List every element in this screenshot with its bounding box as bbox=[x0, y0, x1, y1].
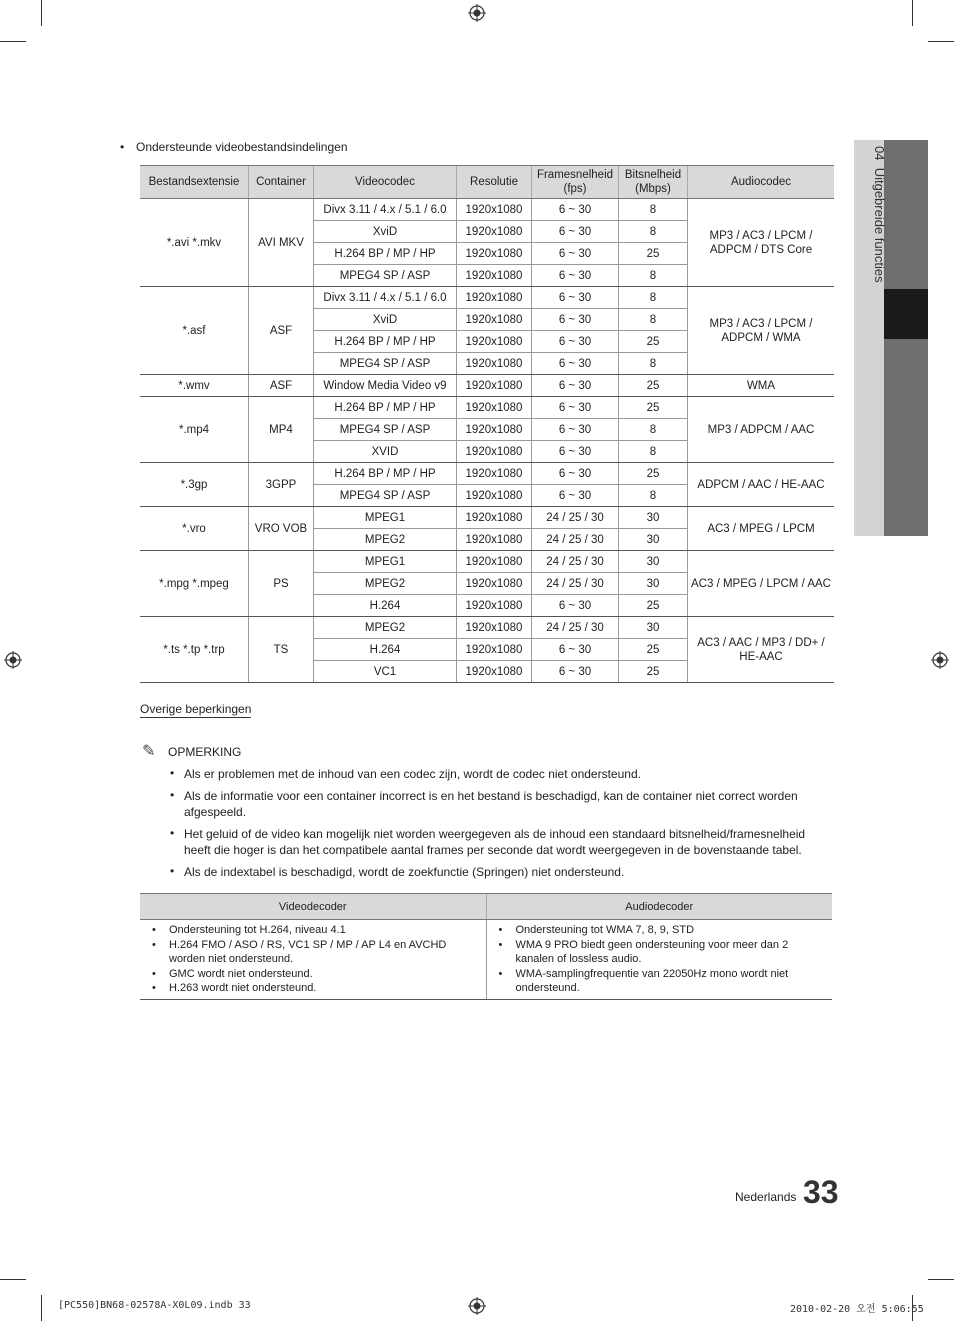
column-header: Videodecoder bbox=[140, 894, 486, 920]
list-item: • Ondersteuning tot H.264, niveau 4.1 bbox=[148, 923, 480, 938]
list-item: • Het geluid of de video kan mogelijk niet worden weergegeven als de inhoud een standaard bitsnelheid/framesnelheid heeft die hoger is dan het compatibele aantal frames per seconde dat wordt weergegeven in de bovenstaande tabel. bbox=[170, 826, 830, 858]
table-cell: Divx 3.11 / 4.x / 5.1 / 6.0 bbox=[314, 287, 457, 309]
table-cell: 6 ~ 30 bbox=[532, 309, 619, 331]
table-cell: 8 bbox=[619, 287, 688, 309]
table-cell: H.264 bbox=[314, 639, 457, 661]
table-row bbox=[140, 463, 834, 485]
section-title: Overige beperkingen bbox=[140, 702, 252, 716]
table-cell: 6 ~ 30 bbox=[532, 463, 619, 485]
table-cell: 1920x1080 bbox=[457, 331, 532, 353]
table-cell: 8 bbox=[619, 265, 688, 287]
chapter-tab-marker bbox=[884, 289, 928, 339]
list-item: • GMC wordt niet ondersteund. bbox=[148, 967, 480, 982]
table-cell: MPEG1 bbox=[314, 551, 457, 573]
table-cell: AVI MKV bbox=[249, 199, 314, 287]
note-heading: ✎ OPMERKING bbox=[142, 743, 242, 760]
table-cell: WMA bbox=[688, 375, 835, 397]
page-number: 33 bbox=[803, 1174, 839, 1210]
crop-mark bbox=[0, 1279, 26, 1280]
table-cell: 6 ~ 30 bbox=[532, 375, 619, 397]
table-cell: 1920x1080 bbox=[457, 375, 532, 397]
table-cell: 1920x1080 bbox=[457, 419, 532, 441]
table-cell: *.asf bbox=[140, 287, 249, 375]
table-cell: 1920x1080 bbox=[457, 463, 532, 485]
table-cell: VRO VOB bbox=[249, 507, 314, 551]
decoder-table bbox=[140, 893, 832, 1000]
table-row bbox=[140, 397, 834, 419]
table-cell: 6 ~ 30 bbox=[532, 661, 619, 683]
table-cell: 6 ~ 30 bbox=[532, 221, 619, 243]
intro-bullet: • Ondersteunde videobestandsindelingen bbox=[120, 140, 348, 154]
table-cell: 6 ~ 30 bbox=[532, 595, 619, 617]
video-decoder-cell bbox=[140, 920, 486, 1000]
table-cell: MPEG1 bbox=[314, 507, 457, 529]
table-row bbox=[140, 287, 834, 309]
table-cell: 8 bbox=[619, 485, 688, 507]
registration-mark-icon bbox=[931, 651, 949, 669]
table-row bbox=[140, 617, 834, 639]
list-item: • H.264 FMO / ASO / RS, VC1 SP / MP / AP L4 en AVCHD worden niet ondersteund. bbox=[148, 938, 480, 967]
table-cell: PS bbox=[249, 551, 314, 617]
table-cell: 1920x1080 bbox=[457, 199, 532, 221]
crop-mark bbox=[41, 0, 42, 26]
column-header: Videocodec bbox=[314, 166, 457, 199]
table-cell: *.ts *.tp *.trp bbox=[140, 617, 249, 683]
table-cell: H.264 BP / MP / HP bbox=[314, 243, 457, 265]
table-cell: 1920x1080 bbox=[457, 353, 532, 375]
table-cell: 25 bbox=[619, 661, 688, 683]
table-row bbox=[140, 551, 834, 573]
table-cell: 8 bbox=[619, 309, 688, 331]
table-cell: VC1 bbox=[314, 661, 457, 683]
table-cell: 1920x1080 bbox=[457, 265, 532, 287]
table-cell: ASF bbox=[249, 375, 314, 397]
table-cell: *.3gp bbox=[140, 463, 249, 507]
table-header-row bbox=[140, 894, 832, 920]
table-cell: MPEG4 SP / ASP bbox=[314, 485, 457, 507]
table-cell: 8 bbox=[619, 221, 688, 243]
table-cell: 24 / 25 / 30 bbox=[532, 529, 619, 551]
table-cell: AC3 / MPEG / LPCM / AAC bbox=[688, 551, 835, 617]
table-cell: 1920x1080 bbox=[457, 287, 532, 309]
table-cell: 1920x1080 bbox=[457, 551, 532, 573]
table-cell: 25 bbox=[619, 375, 688, 397]
table-cell: 1920x1080 bbox=[457, 639, 532, 661]
table-cell: MP4 bbox=[249, 397, 314, 463]
table-cell: 30 bbox=[619, 617, 688, 639]
registration-mark-icon bbox=[468, 4, 486, 22]
registration-mark-icon bbox=[468, 1297, 486, 1315]
table-cell: *.mpg *.mpeg bbox=[140, 551, 249, 617]
note-list bbox=[170, 766, 830, 886]
table-row bbox=[140, 507, 834, 529]
table-cell: H.264 BP / MP / HP bbox=[314, 463, 457, 485]
table-cell: Divx 3.11 / 4.x / 5.1 / 6.0 bbox=[314, 199, 457, 221]
table-cell: 1920x1080 bbox=[457, 243, 532, 265]
table-cell: 24 / 25 / 30 bbox=[532, 617, 619, 639]
table-cell: H.264 bbox=[314, 595, 457, 617]
table-cell: 6 ~ 30 bbox=[532, 419, 619, 441]
table-cell: AC3 / AAC / MP3 / DD+ / HE-AAC bbox=[688, 617, 835, 683]
table-cell: 8 bbox=[619, 199, 688, 221]
print-info-right: 2010-02-20 오전 5:06:55 bbox=[790, 1304, 924, 1315]
audio-decoder-cell bbox=[486, 920, 832, 1000]
table-cell: 1920x1080 bbox=[457, 221, 532, 243]
table-cell: MPEG2 bbox=[314, 573, 457, 595]
crop-mark bbox=[928, 1279, 954, 1280]
pencil-icon: ✎ bbox=[142, 743, 156, 760]
footer-language: Nederlands bbox=[735, 1190, 797, 1204]
table-cell: 3GPP bbox=[249, 463, 314, 507]
table-cell: 25 bbox=[619, 243, 688, 265]
list-item: • WMA-samplingfrequentie van 22050Hz mono wordt niet ondersteund. bbox=[495, 967, 827, 996]
crop-mark bbox=[41, 1295, 42, 1321]
table-cell: 25 bbox=[619, 397, 688, 419]
table-cell: H.264 BP / MP / HP bbox=[314, 397, 457, 419]
table-cell: 24 / 25 / 30 bbox=[532, 507, 619, 529]
table-row bbox=[140, 199, 834, 221]
table-cell: 1920x1080 bbox=[457, 397, 532, 419]
list-item: • Ondersteuning tot WMA 7, 8, 9, STD bbox=[495, 923, 827, 938]
table-cell: 6 ~ 30 bbox=[532, 331, 619, 353]
print-info-left: [PC550]BN68-02578A-X0L09.indb 33 bbox=[58, 1300, 251, 1311]
table-cell: 6 ~ 30 bbox=[532, 485, 619, 507]
video-format-table bbox=[140, 165, 834, 683]
table-cell: 1920x1080 bbox=[457, 595, 532, 617]
table-cell: 6 ~ 30 bbox=[532, 199, 619, 221]
table-cell: AC3 / MPEG / LPCM bbox=[688, 507, 835, 551]
table-cell: MP3 / AC3 / LPCM / ADPCM / DTS Core bbox=[688, 199, 835, 287]
list-item: • Als de informatie voor een container incorrect is en het bestand is beschadigd, kan de container niet correct worden afgespeeld. bbox=[170, 788, 830, 820]
table-cell: 24 / 25 / 30 bbox=[532, 551, 619, 573]
table-cell: MPEG4 SP / ASP bbox=[314, 353, 457, 375]
table-cell: 25 bbox=[619, 331, 688, 353]
table-cell: 30 bbox=[619, 529, 688, 551]
table-cell: 24 / 25 / 30 bbox=[532, 573, 619, 595]
table-cell: 30 bbox=[619, 507, 688, 529]
table-row bbox=[140, 375, 834, 397]
table-cell: H.264 BP / MP / HP bbox=[314, 331, 457, 353]
list-item: • Als de indextabel is beschadigd, wordt de zoekfunctie (Springen) niet ondersteund. bbox=[170, 864, 830, 880]
list-item: • Als er problemen met de inhoud van een codec zijn, wordt de codec niet ondersteund. bbox=[170, 766, 830, 782]
table-cell: 8 bbox=[619, 419, 688, 441]
column-header: Bitsnelheid (Mbps) bbox=[619, 166, 688, 199]
table-cell: 1920x1080 bbox=[457, 617, 532, 639]
table-row bbox=[140, 920, 832, 1000]
table-cell: 6 ~ 30 bbox=[532, 265, 619, 287]
table-header-row bbox=[140, 166, 834, 199]
table-cell: MPEG4 SP / ASP bbox=[314, 419, 457, 441]
table-cell: 1920x1080 bbox=[457, 529, 532, 551]
table-cell: 30 bbox=[619, 573, 688, 595]
table-cell: XviD bbox=[314, 309, 457, 331]
table-cell: 6 ~ 30 bbox=[532, 397, 619, 419]
table-cell: 8 bbox=[619, 441, 688, 463]
table-cell: ASF bbox=[249, 287, 314, 375]
registration-mark-icon bbox=[4, 651, 22, 669]
table-cell: 8 bbox=[619, 353, 688, 375]
table-cell: *.vro bbox=[140, 507, 249, 551]
table-cell: 6 ~ 30 bbox=[532, 287, 619, 309]
column-header: Audiodecoder bbox=[486, 894, 832, 920]
crop-mark bbox=[928, 41, 954, 42]
table-cell: TS bbox=[249, 617, 314, 683]
column-header: Bestandsextensie bbox=[140, 166, 249, 199]
table-cell: 6 ~ 30 bbox=[532, 639, 619, 661]
table-cell: MPEG4 SP / ASP bbox=[314, 265, 457, 287]
table-cell: 1920x1080 bbox=[457, 507, 532, 529]
column-header: Resolutie bbox=[457, 166, 532, 199]
crop-mark bbox=[912, 0, 913, 26]
table-cell: *.mp4 bbox=[140, 397, 249, 463]
column-header: Framesnelheid (fps) bbox=[532, 166, 619, 199]
table-cell: 25 bbox=[619, 595, 688, 617]
column-header: Container bbox=[249, 166, 314, 199]
table-cell: 1920x1080 bbox=[457, 573, 532, 595]
table-cell: ADPCM / AAC / HE-AAC bbox=[688, 463, 835, 507]
chapter-tab-label: 04 Uitgebreide functies bbox=[872, 146, 887, 283]
list-item: • H.263 wordt niet ondersteund. bbox=[148, 981, 480, 996]
table-cell: 1920x1080 bbox=[457, 309, 532, 331]
table-cell: Window Media Video v9 bbox=[314, 375, 457, 397]
table-cell: XviD bbox=[314, 221, 457, 243]
table-cell: MP3 / ADPCM / AAC bbox=[688, 397, 835, 463]
table-cell: 6 ~ 30 bbox=[532, 243, 619, 265]
table-cell: 30 bbox=[619, 551, 688, 573]
table-cell: 1920x1080 bbox=[457, 485, 532, 507]
column-header: Audiocodec bbox=[688, 166, 835, 199]
table-cell: MPEG2 bbox=[314, 617, 457, 639]
table-cell: 6 ~ 30 bbox=[532, 441, 619, 463]
table-cell: MPEG2 bbox=[314, 529, 457, 551]
table-cell: XVID bbox=[314, 441, 457, 463]
table-cell: 6 ~ 30 bbox=[532, 353, 619, 375]
table-cell: *.wmv bbox=[140, 375, 249, 397]
table-cell: 1920x1080 bbox=[457, 441, 532, 463]
list-item: • WMA 9 PRO biedt geen ondersteuning voor meer dan 2 kanalen of lossless audio. bbox=[495, 938, 827, 967]
table-cell: 1920x1080 bbox=[457, 661, 532, 683]
table-cell: 25 bbox=[619, 639, 688, 661]
table-cell: MP3 / AC3 / LPCM / ADPCM / WMA bbox=[688, 287, 835, 375]
crop-mark bbox=[0, 41, 26, 42]
table-cell: 25 bbox=[619, 463, 688, 485]
table-cell: *.avi *.mkv bbox=[140, 199, 249, 287]
